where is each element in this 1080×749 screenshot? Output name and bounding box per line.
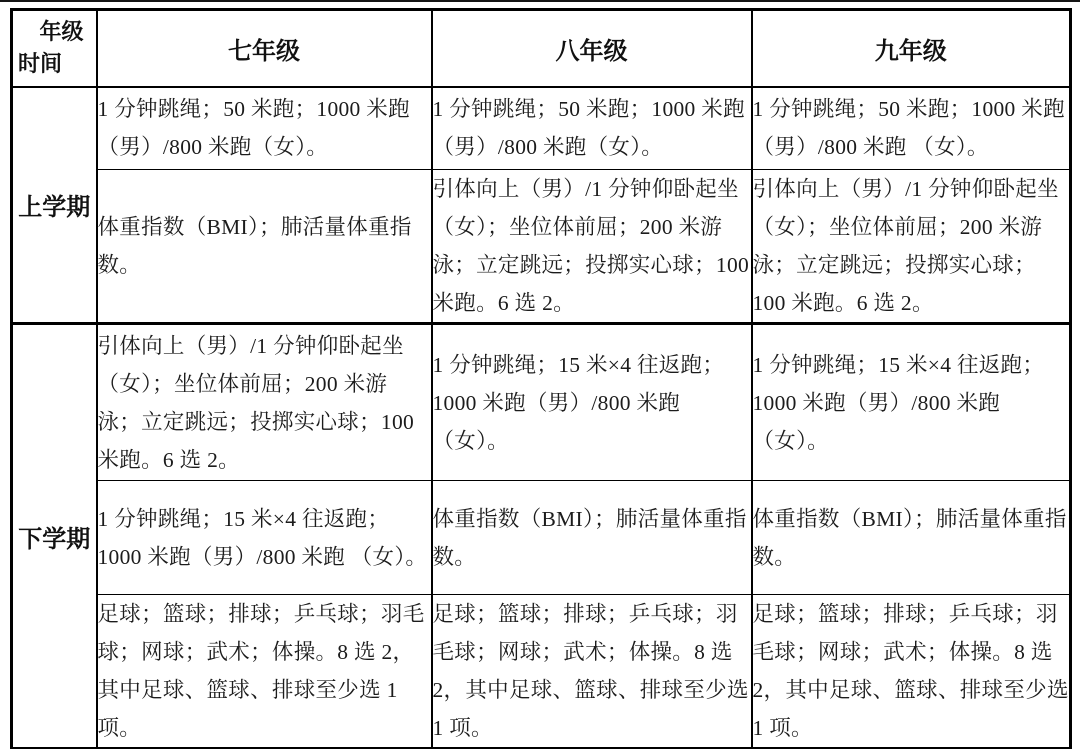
cell-sem2-row2-grade9: 体重指数（BMI）；肺活量体重指数。 bbox=[752, 481, 1071, 595]
corner-grade-label: 年级 bbox=[39, 19, 84, 44]
corner-header-cell bbox=[12, 10, 97, 87]
column-header-grade8: 八年级 bbox=[432, 10, 752, 87]
corner-time-label: 时间 bbox=[18, 51, 63, 76]
table-row bbox=[12, 170, 1071, 324]
cell-sem1-row2-grade9: 引体向上（男）/1 分钟仰卧起坐（女）；坐位体前屈；200 米游泳；立定跳远；投掷实心球；100 米跑。6 选 2。 bbox=[752, 170, 1071, 324]
table-row bbox=[12, 481, 1071, 595]
cell-sem2-row2-grade8: 体重指数（BMI）；肺活量体重指数。 bbox=[432, 481, 752, 595]
pe-exam-schedule-table bbox=[10, 8, 1072, 749]
cell-sem2-row3-grade7: 足球；篮球；排球；乒乓球；羽毛球；网球；武术；体操。8 选 2，其中足球、篮球、排球至少选 1 项。 bbox=[97, 595, 432, 749]
cell-sem2-row1-grade9: 1 分钟跳绳；15 米×4 往返跑；1000 米跑（男）/800 米跑 （女）。 bbox=[752, 324, 1071, 481]
cell-sem1-row1-grade9: 1 分钟跳绳；50 米跑；1000 米跑（男）/800 米跑 （女）。 bbox=[752, 87, 1071, 170]
column-header-grade9: 九年级 bbox=[752, 10, 1071, 87]
table-row bbox=[12, 595, 1071, 749]
cell-sem1-row2-grade7: 体重指数（BMI）；肺活量体重指数。 bbox=[97, 170, 432, 324]
cell-sem1-row2-grade8: 引体向上（男）/1 分钟仰卧起坐（女）；坐位体前屈；200 米游泳；立定跳远；投掷实心球；100 米跑。6 选 2。 bbox=[432, 170, 752, 324]
table-header-row bbox=[12, 10, 1071, 87]
cell-sem2-row1-grade8: 1 分钟跳绳；15 米×4 往返跑；1000 米跑（男）/800 米跑（女）。 bbox=[432, 324, 752, 481]
cell-sem1-row1-grade7: 1 分钟跳绳；50 米跑；1000 米跑（男）/800 米跑（女）。 bbox=[97, 87, 432, 170]
table-row bbox=[12, 324, 1071, 481]
cell-sem2-row3-grade9: 足球；篮球；排球；乒乓球；羽毛球；网球；武术；体操。8 选 2，其中足球、篮球、排球至少选 1 项。 bbox=[752, 595, 1071, 749]
row-group-label-second-semester: 下学期 bbox=[12, 324, 97, 749]
column-header-grade7: 七年级 bbox=[97, 10, 432, 87]
row-group-label-first-semester: 上学期 bbox=[12, 87, 97, 324]
cell-sem2-row2-grade7: 1 分钟跳绳；15 米×4 往返跑；1000 米跑（男）/800 米跑 （女）。 bbox=[97, 481, 432, 595]
cell-sem2-row1-grade7: 引体向上（男）/1 分钟仰卧起坐（女）；坐位体前屈；200 米游泳；立定跳远；投掷实心球；100 米跑。6 选 2。 bbox=[97, 324, 432, 481]
cell-sem1-row1-grade8: 1 分钟跳绳；50 米跑；1000 米跑（男）/800 米跑（女）。 bbox=[432, 87, 752, 170]
cell-sem2-row3-grade8: 足球；篮球；排球；乒乓球；羽毛球；网球；武术；体操。8 选 2，其中足球、篮球、排球至少选 1 项。 bbox=[432, 595, 752, 749]
top-divider-line bbox=[0, 0, 1080, 2]
table-row bbox=[12, 87, 1071, 170]
